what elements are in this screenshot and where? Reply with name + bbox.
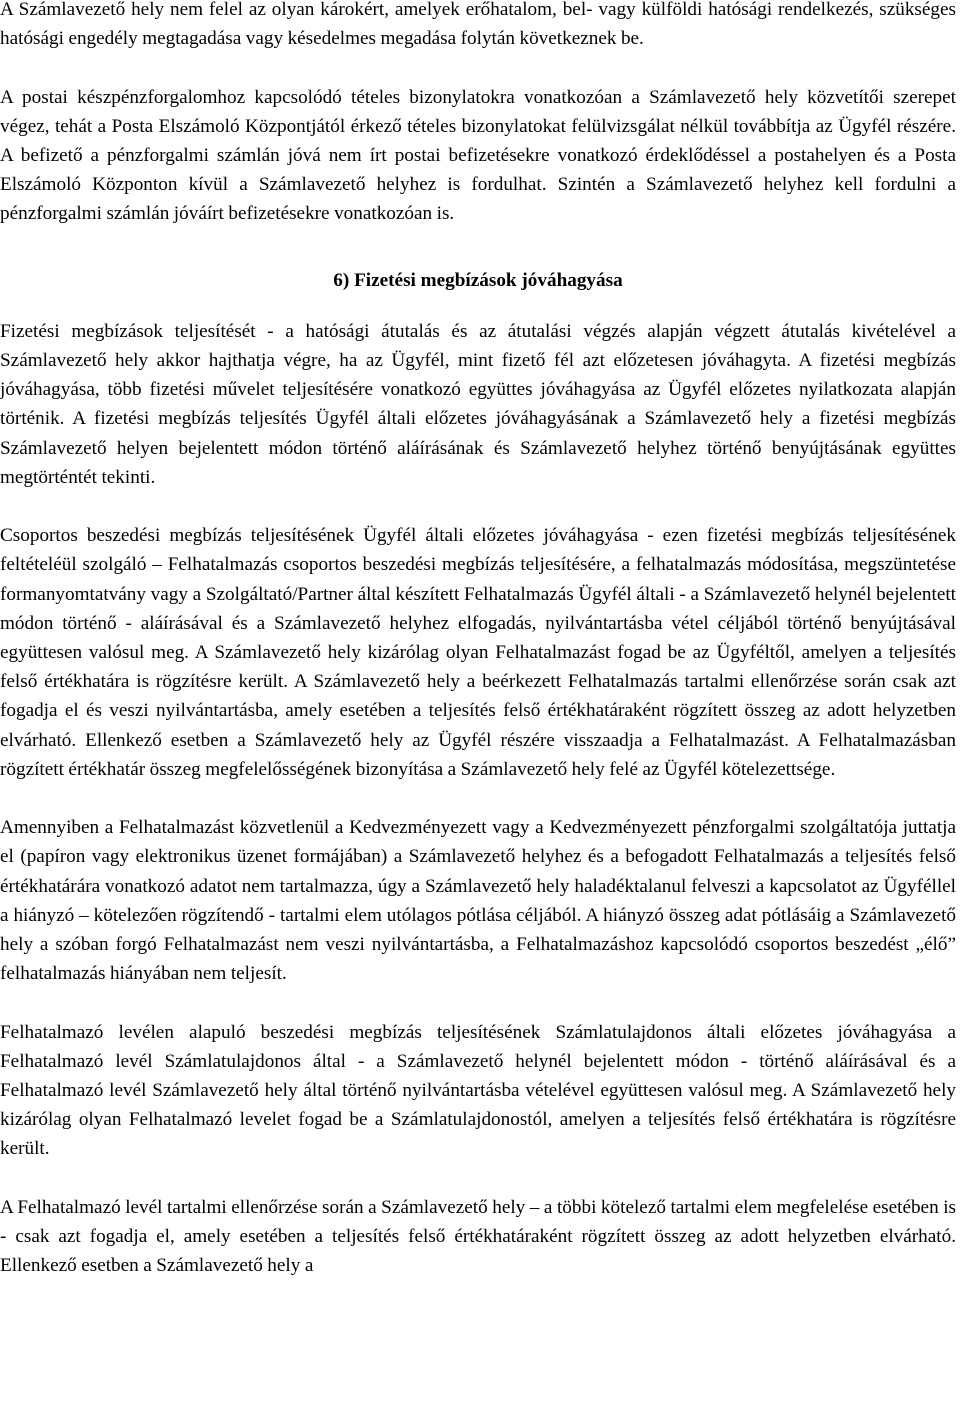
paragraph-group-collection: Csoportos beszedési megbízás teljesítésének Ügyfél általi előzetes jóváhagyása - ezen fizetési megbízás teljesítésének feltételéül szolgáló – Felhatalmazás csoportos beszedési megbízás teljesítésére, a felhatalmazás módosítása, megszüntetése formanyomtatvány vagy a Szolgáltató/Partner által készített Felhatalmazás Ügyfél általi - a Számlavezető helynél bejelentett módon történő - aláírásával és a Számlavezető helyhez elfogadás, nyilvántartásba vétel céljából történő benyújtásával együttesen valósul meg. A Számlavezető hely kizárólag olyan Felhatalmazást fogad be az Ügyféltől, amelyen a teljesítés felső értékhatára is rögzítésre került. A Számlavezető hely a beérkezett Felhatalmazás tartalmi ellenőrzése során csak azt fogadja el és veszi nyilvántartásba, amely esetében a teljesítés felső értékhatáraként rögzített összeg az adott helyzetben elvárható. Ellenkező esetben a Számlavezető hely az Ügyfél részére visszaadja a Felhatalmazást. A Felhatalmazásban rögzített értékhatár összeg megfelelősségének bizonyítása a Számlavezető hely felé az Ügyfél kötelezettsége. — [0, 525, 956, 780]
paragraph-spacer — [0, 988, 956, 1017]
paragraph-postal-cash: A postai készpénzforgalomhoz kapcsolódó tételes bizonylatokra vonatkozóan a Számlavezető hely közvetítői szerepet végez, tehát a Posta Elszámoló Központjától érkező tételes bizonylatokat felülvizsgálat nélkül továbbítja az Ügyfél részére. A befizető a pénzforgalmi számlán jóvá nem írt postai befizetésekre vonatkozó érdeklődéssel a postahelyen és a Posta Elszámoló Központon kívül a Számlavezető helyhez is fordulhat. Szintén a Számlavezető helyhez kell fordulni a pénzforgalmi számlán jóváírt befizetésekre vonatkozóan is. — [0, 86, 956, 225]
paragraph-spacer — [0, 492, 956, 521]
paragraph-authorization-direct: Amennyiben a Felhatalmazást közvetlenül a Kedvezményezett vagy a Kedvezményezett pénzforgalmi szolgáltatója juttatja el (papíron vagy elektronikus üzenet formájában) a Számlavezető helyhez és a befogadott Felhatalmazás a teljesítés felső értékhatárára vonatkozó adatot nem tartalmazza, úgy a Számlavezető hely haladéktalanul felveszi a kapcsolatot az Ügyféllel a hiányzó – kötelezően rögzítendő - tartalmi elem utólagos pótlása céljából. A hiányzó összeg adat pótlásáig a Számlavezető hely a szóban forgó Felhatalmazást nem veszi nyilvántartásba, a Felhatalmazáshoz kapcsolódó csoportos beszedést „élő” felhatalmazás hiányában nem teljesít. — [0, 817, 956, 985]
paragraph-spacer — [0, 1164, 956, 1193]
section-heading: 6) Fizetési megbízások jóváhagyása — [333, 269, 623, 291]
paragraph-payment-order-approval: Fizetési megbízások teljesítését - a hatósági átutalás és az átutalási végzés alapján végzett átutalás kivételével a Számlavezető hely akkor hajthatja végre, ha az Ügyfél, mint fizető fél azt előzetesen jóváhagyta. A fizetési megbízás jóváhagyása, több fizetési művelet teljesítésére vonatkozó együttes jóváhagyása az Ügyfél előzetes nyilatkozata alapján történik. A fizetési megbízás teljesítés Ügyfél általi előzetes jóváhagyásának a Számlavezető hely a fizetési megbízás Számlavezető helyen bejelentett módon történő aláírásának és Számlavezető helyhez történő benyújtásának együttes megtörténtét tekinti. — [0, 320, 956, 488]
paragraph-spacer — [0, 784, 956, 813]
paragraph-letter-check: A Felhatalmazó levél tartalmi ellenőrzése során a Számlavezető hely – a többi kötelező tartalmi elem megfelelése esetében is - csak azt fogadja el, amely esetében a teljesítés felső értékhatáraként rögzített összeg az adott helyzetben elvárható. Ellenkező esetben a Számlavezető hely a — [0, 1196, 956, 1277]
paragraph-liability: A Számlavezető hely nem felel az olyan károkért, amelyek erőhatalom, bel- vagy külföldi hatósági rendelkezés, szükséges hatósági engedély megtagadása vagy késedelmes megadása folytán következnek be. — [0, 0, 956, 50]
paragraph-authorization-letter: Felhatalmazó levélen alapuló beszedési megbízás teljesítésének Számlatulajdonos általi előzetes jóváhagyása a Felhatalmazó levél Számlatulajdonos által - a Számlavezető helynél bejelentett módon - történő aláírásával és a Felhatalmazó levél Számlavezető hely által történő nyilvántartásba vételével együttesen valósul meg. A Számlavezető hely kizárólag olyan Felhatalmazó levelet fogad be a Számlatulajdonostól, amelyen a teljesítés felső értékhatára is rögzítésre került. — [0, 1021, 956, 1160]
paragraph-spacer — [0, 53, 956, 82]
